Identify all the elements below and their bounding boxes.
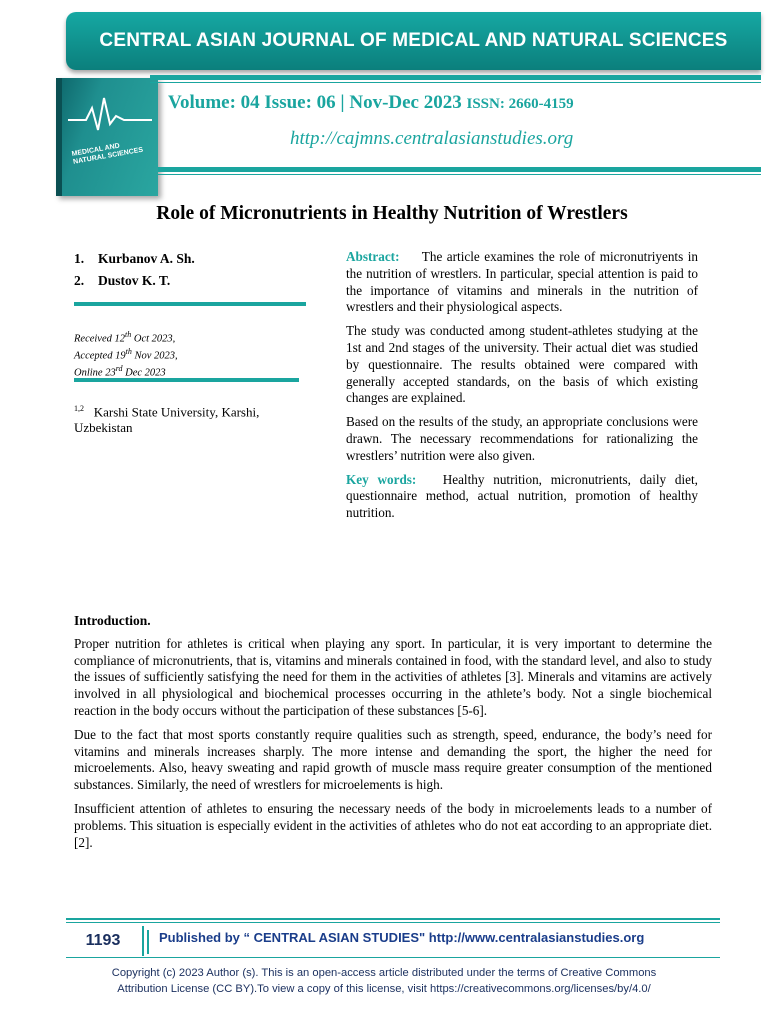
header-rule-bottom-thin bbox=[158, 174, 761, 175]
body-paragraph: Proper nutrition for athletes is critical when playing any sport. In particular, it is very important to determine the compliance of micronutrients, that is, vitamins and minerals contained in food, with the standard level, and also to study the issues of sufficiently satisfying the need for them in the activities of athletes [3]. Minerals and vitamins are actively involved in all physiological and biochemical processes occurring in the athlete’s body. Not a single biochemical reaction in the body occurs without the participation of these substances [5-6]. bbox=[74, 635, 712, 718]
online-date: Online 23rd Dec 2023 bbox=[74, 364, 166, 379]
footer-rule-thin bbox=[66, 922, 720, 923]
accepted-date: Accepted 19th Nov 2023, bbox=[74, 347, 178, 362]
copyright-notice bbox=[60, 965, 708, 997]
footer-rule-bottom bbox=[66, 957, 720, 958]
abstract-paragraph: The study was conducted among student-athletes studying at the 1st and 2nd stages of the university. Their actual diet was studied by questionnaire. The results obtained were compared with generally accepted standards, on the basis of which existing changes are explained. bbox=[346, 323, 698, 406]
section-heading: Introduction. bbox=[74, 613, 151, 628]
page-number: 1193 bbox=[85, 932, 121, 949]
author-number: 2. bbox=[74, 273, 85, 288]
author-item bbox=[74, 270, 195, 292]
affiliation-text: Karshi State University, Karshi, Uzbekistan bbox=[74, 404, 260, 436]
abstract-paragraph: Abstract: The article examines the role of micronutriyents in the nutrition of wrestlers. In particular, special attention is paid to the importance of vitamins and minerals in the nutrition of wrestlers and their physiological aspects. bbox=[346, 249, 698, 315]
author-list bbox=[74, 248, 195, 292]
body-paragraph: Due to the fact that most sports constantly require qualities such as strength, speed, endurance, the body’s need for vitamins and minerals increases sharply. The more intense and demanding the sport, the higher the need for microelements. Also, heavy sweating and rapid growth of muscle mass require greater consumption of the mentioned substances. Similarly, the need of wrestlers for microelements is high. bbox=[74, 726, 712, 793]
publisher-link[interactable]: Published by “ CENTRAL ASIAN STUDIES" http://www.centralasianstudies.org bbox=[159, 930, 645, 945]
footer-divider bbox=[147, 930, 149, 954]
header-rule-thin bbox=[150, 82, 761, 83]
volume-issue bbox=[168, 92, 574, 114]
issn: ISSN: 2660-4159 bbox=[466, 96, 574, 112]
abstract-section bbox=[346, 249, 698, 529]
author-name: Dustov K. T. bbox=[98, 273, 171, 288]
footer-bar bbox=[66, 926, 720, 956]
article-title: Role of Micronutrients in Healthy Nutrition of Wrestlers bbox=[156, 203, 628, 224]
footer-divider bbox=[142, 926, 144, 956]
footer-rule bbox=[66, 918, 720, 920]
affiliation-marker: 1,2 bbox=[74, 404, 84, 413]
journal-cover-image bbox=[56, 78, 158, 196]
license-link[interactable]: Attribution License (CC BY).To view a copy of this license, visit https://creativecommons.org/licenses/by/4.0/ bbox=[117, 983, 651, 995]
header-rule bbox=[150, 75, 761, 80]
heartbeat-icon bbox=[68, 90, 152, 140]
abstract-label: Abstract: bbox=[346, 249, 400, 264]
article-body bbox=[74, 613, 712, 858]
divider-bar bbox=[74, 302, 306, 306]
cover-title: MEDICAL AND NATURAL SCIENCES bbox=[71, 142, 144, 166]
divider-bar bbox=[74, 378, 299, 382]
header-rule-bottom bbox=[158, 167, 761, 172]
volume-issue-text: Volume: 04 Issue: 06 | Nov-Dec 2023 bbox=[168, 92, 462, 113]
affiliation bbox=[74, 401, 294, 436]
abstract-paragraph: Based on the results of the study, an appropriate conclusions were drawn. The necessary recommendations for rationalizing the wrestlers’ nutrition were also given. bbox=[346, 414, 698, 463]
author-name: Kurbanov A. Sh. bbox=[98, 251, 195, 266]
keywords: Key words: Healthy nutrition, micronutrients, daily diet, questionnaire method, actual nutrition, promotion of healthy nutrition. bbox=[346, 471, 698, 521]
author-number: 1. bbox=[74, 251, 85, 266]
journal-url-link[interactable]: http://cajmns.centralasianstudies.org bbox=[290, 128, 574, 149]
copyright-line: Copyright (c) 2023 Author (s). This is an open-access article distributed under the terms of Creative Commons bbox=[111, 967, 657, 979]
journal-name: CENTRAL ASIAN JOURNAL OF MEDICAL AND NATURAL SCIENCES bbox=[99, 30, 728, 51]
body-paragraph: Insufficient attention of athletes to ensuring the necessary needs of the body in microelements leads to a number of problems. This situation is especially evident in the activities of athletes who do not eat according to an appropriate diet. [2]. bbox=[74, 800, 712, 850]
keywords-label: Key words: bbox=[346, 471, 417, 487]
journal-banner bbox=[66, 12, 761, 70]
received-date: Received 12th Oct 2023, bbox=[74, 330, 176, 345]
author-item bbox=[74, 248, 195, 270]
article-dates bbox=[74, 329, 178, 380]
